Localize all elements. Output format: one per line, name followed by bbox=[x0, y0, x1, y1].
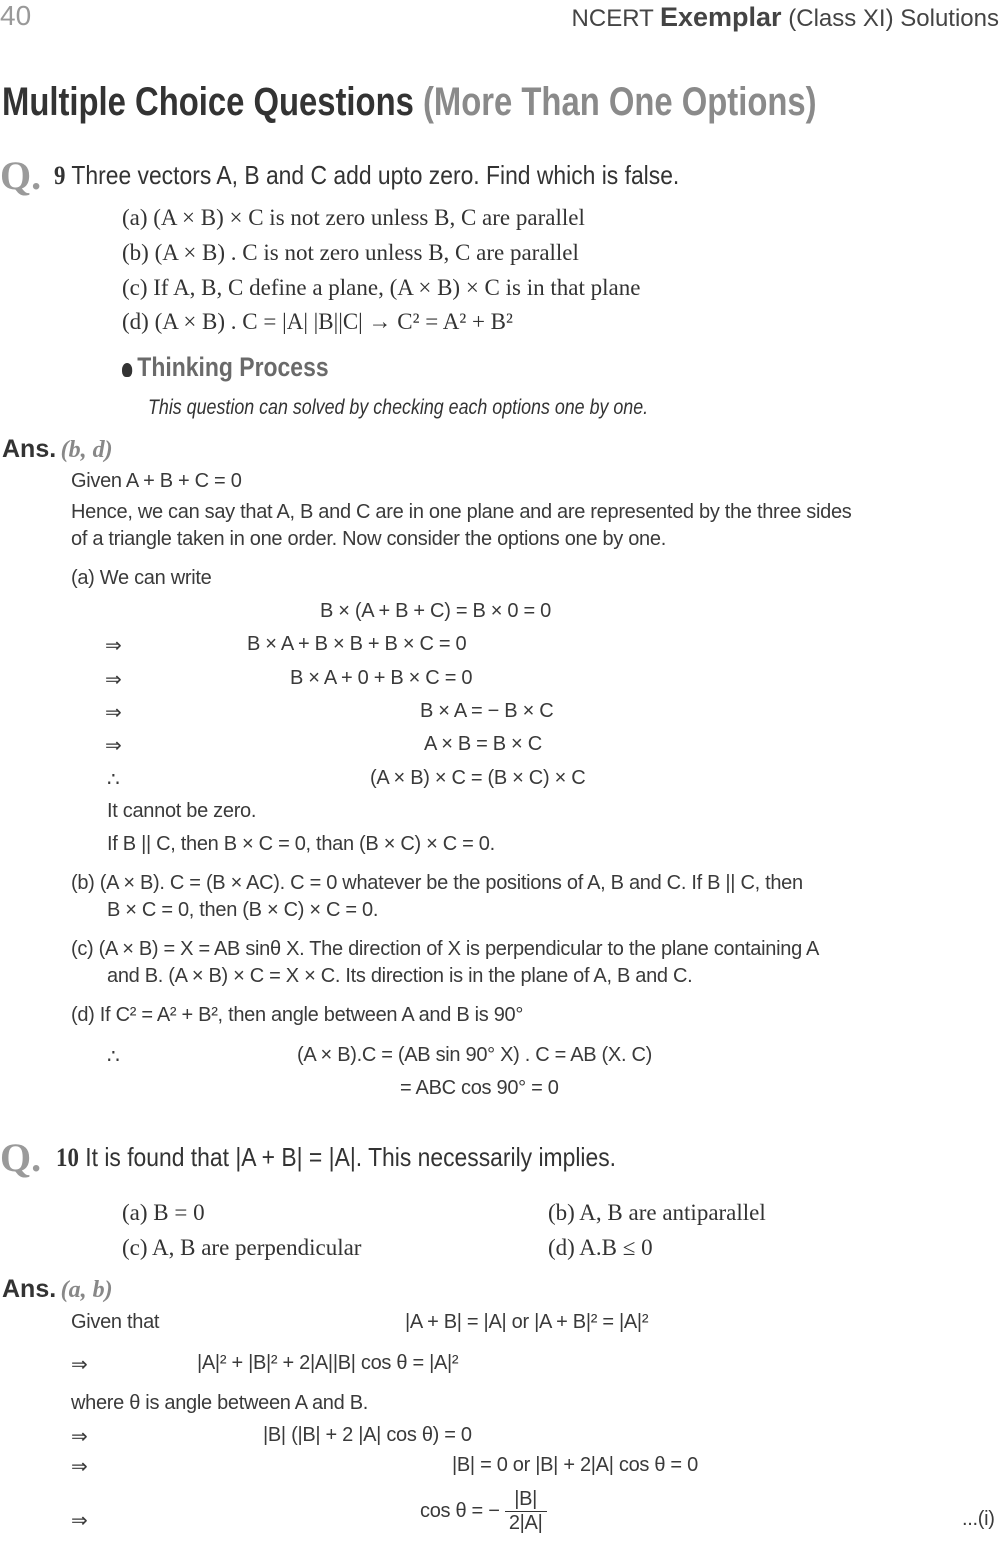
equation: B × A + B × B + B × C = 0 bbox=[247, 633, 467, 655]
equation: (A × B).C = (AB sin 90° X) . C = AB (X. C) bbox=[297, 1044, 652, 1066]
solution-line: (c) (A × B) = X = AB sinθ X. The direction of X is perpendicular to the plane containing A bbox=[71, 938, 820, 960]
option-c: (c) A, B are perpendicular bbox=[122, 1235, 362, 1260]
solution-line: (a) We can write bbox=[71, 567, 212, 589]
answer-line bbox=[2, 435, 113, 464]
running-header bbox=[572, 2, 999, 33]
option-c: (c) If A, B, C define a plane, (A × B) × C is in that plane bbox=[122, 275, 641, 300]
answer-value: (a, b) bbox=[60, 1277, 113, 1303]
lightbulb-icon bbox=[122, 363, 132, 377]
section-title-main: Multiple Choice Questions bbox=[2, 80, 414, 124]
option-a: (a) (A × B) × C is not zero unless B, C are parallel bbox=[122, 205, 585, 230]
answer-label: Ans. bbox=[2, 1275, 57, 1303]
question-number: 10 bbox=[56, 1143, 79, 1172]
question-9 bbox=[54, 160, 679, 191]
therefore-symbol: ∴ bbox=[107, 769, 120, 791]
equation: B × (A + B + C) = B × 0 = 0 bbox=[320, 600, 551, 622]
header-suffix: (Class XI) Solutions bbox=[788, 5, 999, 32]
fraction-numerator: |B| bbox=[505, 1488, 547, 1512]
solution-line: and B. (A × B) × C = X × C. Its direction is in the plane of A, B and C. bbox=[107, 965, 693, 987]
equation-tag: ...(i) bbox=[962, 1508, 995, 1530]
answer-line bbox=[2, 1275, 113, 1304]
header-prefix: NCERT bbox=[571, 5, 654, 32]
fraction-denominator: 2|A| bbox=[508, 1512, 543, 1534]
solution-line: Hence, we can say that A, B and C are in one plane and are represented by the three sides bbox=[71, 501, 852, 523]
answer-label: Ans. bbox=[2, 435, 57, 463]
equation: = ABC cos 90° = 0 bbox=[400, 1077, 559, 1099]
equation-lhs: cos θ = − bbox=[420, 1499, 500, 1522]
option-b: (b) A, B are antiparallel bbox=[548, 1200, 766, 1225]
equation: A × B = B × C bbox=[424, 733, 542, 755]
thinking-process-heading bbox=[122, 352, 329, 383]
implies-symbol: ⇒ bbox=[71, 1354, 88, 1376]
thinking-title: Thinking Process bbox=[137, 352, 329, 382]
solution-line: It cannot be zero. bbox=[107, 800, 257, 822]
solution-line: B × C = 0, then (B × C) × C = 0. bbox=[107, 899, 379, 921]
option-d: (d) (A × B) . C = |A| |B||C| → C² = A² + B² bbox=[122, 309, 513, 334]
question-marker: Q. bbox=[0, 1135, 42, 1180]
fraction-equation bbox=[420, 1488, 547, 1535]
equation: B × A + 0 + B × C = 0 bbox=[290, 667, 473, 689]
question-10 bbox=[56, 1142, 616, 1173]
equation: |A + B| = |A| or |A + B|² = |A|² bbox=[405, 1311, 649, 1333]
section-title bbox=[2, 80, 817, 125]
implies-symbol: ⇒ bbox=[105, 669, 122, 691]
solution-line: Given A + B + C = 0 bbox=[71, 470, 242, 492]
equation: B × A = − B × C bbox=[420, 700, 554, 722]
solution-line: Given that bbox=[71, 1311, 160, 1333]
implies-symbol: ⇒ bbox=[71, 1510, 88, 1532]
solution-line: (d) If C² = A² + B², then angle between A and B is 90° bbox=[71, 1004, 524, 1026]
solution-line: where θ is angle between A and B. bbox=[71, 1392, 368, 1414]
implies-symbol: ⇒ bbox=[105, 702, 122, 724]
question-number: 9 bbox=[54, 161, 66, 190]
header-bold: Exemplar bbox=[660, 2, 782, 32]
solution-line: If B || C, then B × C = 0, than (B × C) × C = 0. bbox=[107, 833, 495, 855]
implies-symbol: ⇒ bbox=[105, 635, 122, 657]
equation: (A × B) × C = (B × C) × C bbox=[370, 767, 586, 789]
implies-symbol: ⇒ bbox=[105, 735, 122, 757]
question-marker: Q. bbox=[0, 153, 42, 198]
equation: |A|² + |B|² + 2|A||B| cos θ = |A|² bbox=[197, 1352, 459, 1374]
solution-line: of a triangle taken in one order. Now consider the options one by one. bbox=[71, 528, 666, 550]
page-number: 40 bbox=[0, 0, 32, 31]
question-text: It is found that |A + B| = |A|. This necessarily implies. bbox=[85, 1142, 617, 1172]
implies-symbol: ⇒ bbox=[71, 1456, 88, 1478]
thinking-text: This question can solved by checking each options one by one. bbox=[148, 396, 649, 419]
therefore-symbol: ∴ bbox=[107, 1046, 120, 1068]
option-b: (b) (A × B) . C is not zero unless B, C are parallel bbox=[122, 240, 579, 265]
answer-value: (b, d) bbox=[60, 437, 113, 463]
equation: |B| = 0 or |B| + 2|A| cos θ = 0 bbox=[452, 1454, 698, 1476]
equation: |B| (|B| + 2 |A| cos θ) = 0 bbox=[263, 1424, 472, 1446]
fraction bbox=[505, 1488, 547, 1535]
option-d: (d) A.B ≤ 0 bbox=[548, 1235, 653, 1260]
section-title-sub: (More Than One Options) bbox=[422, 80, 817, 124]
option-a: (a) B = 0 bbox=[122, 1200, 205, 1225]
question-text: Three vectors A, B and C add upto zero. Find which is false. bbox=[71, 160, 680, 190]
solution-line: (b) (A × B). C = (B × AC). C = 0 whatever be the positions of A, B and C. If B || C, then bbox=[71, 872, 803, 894]
implies-symbol: ⇒ bbox=[71, 1426, 88, 1448]
